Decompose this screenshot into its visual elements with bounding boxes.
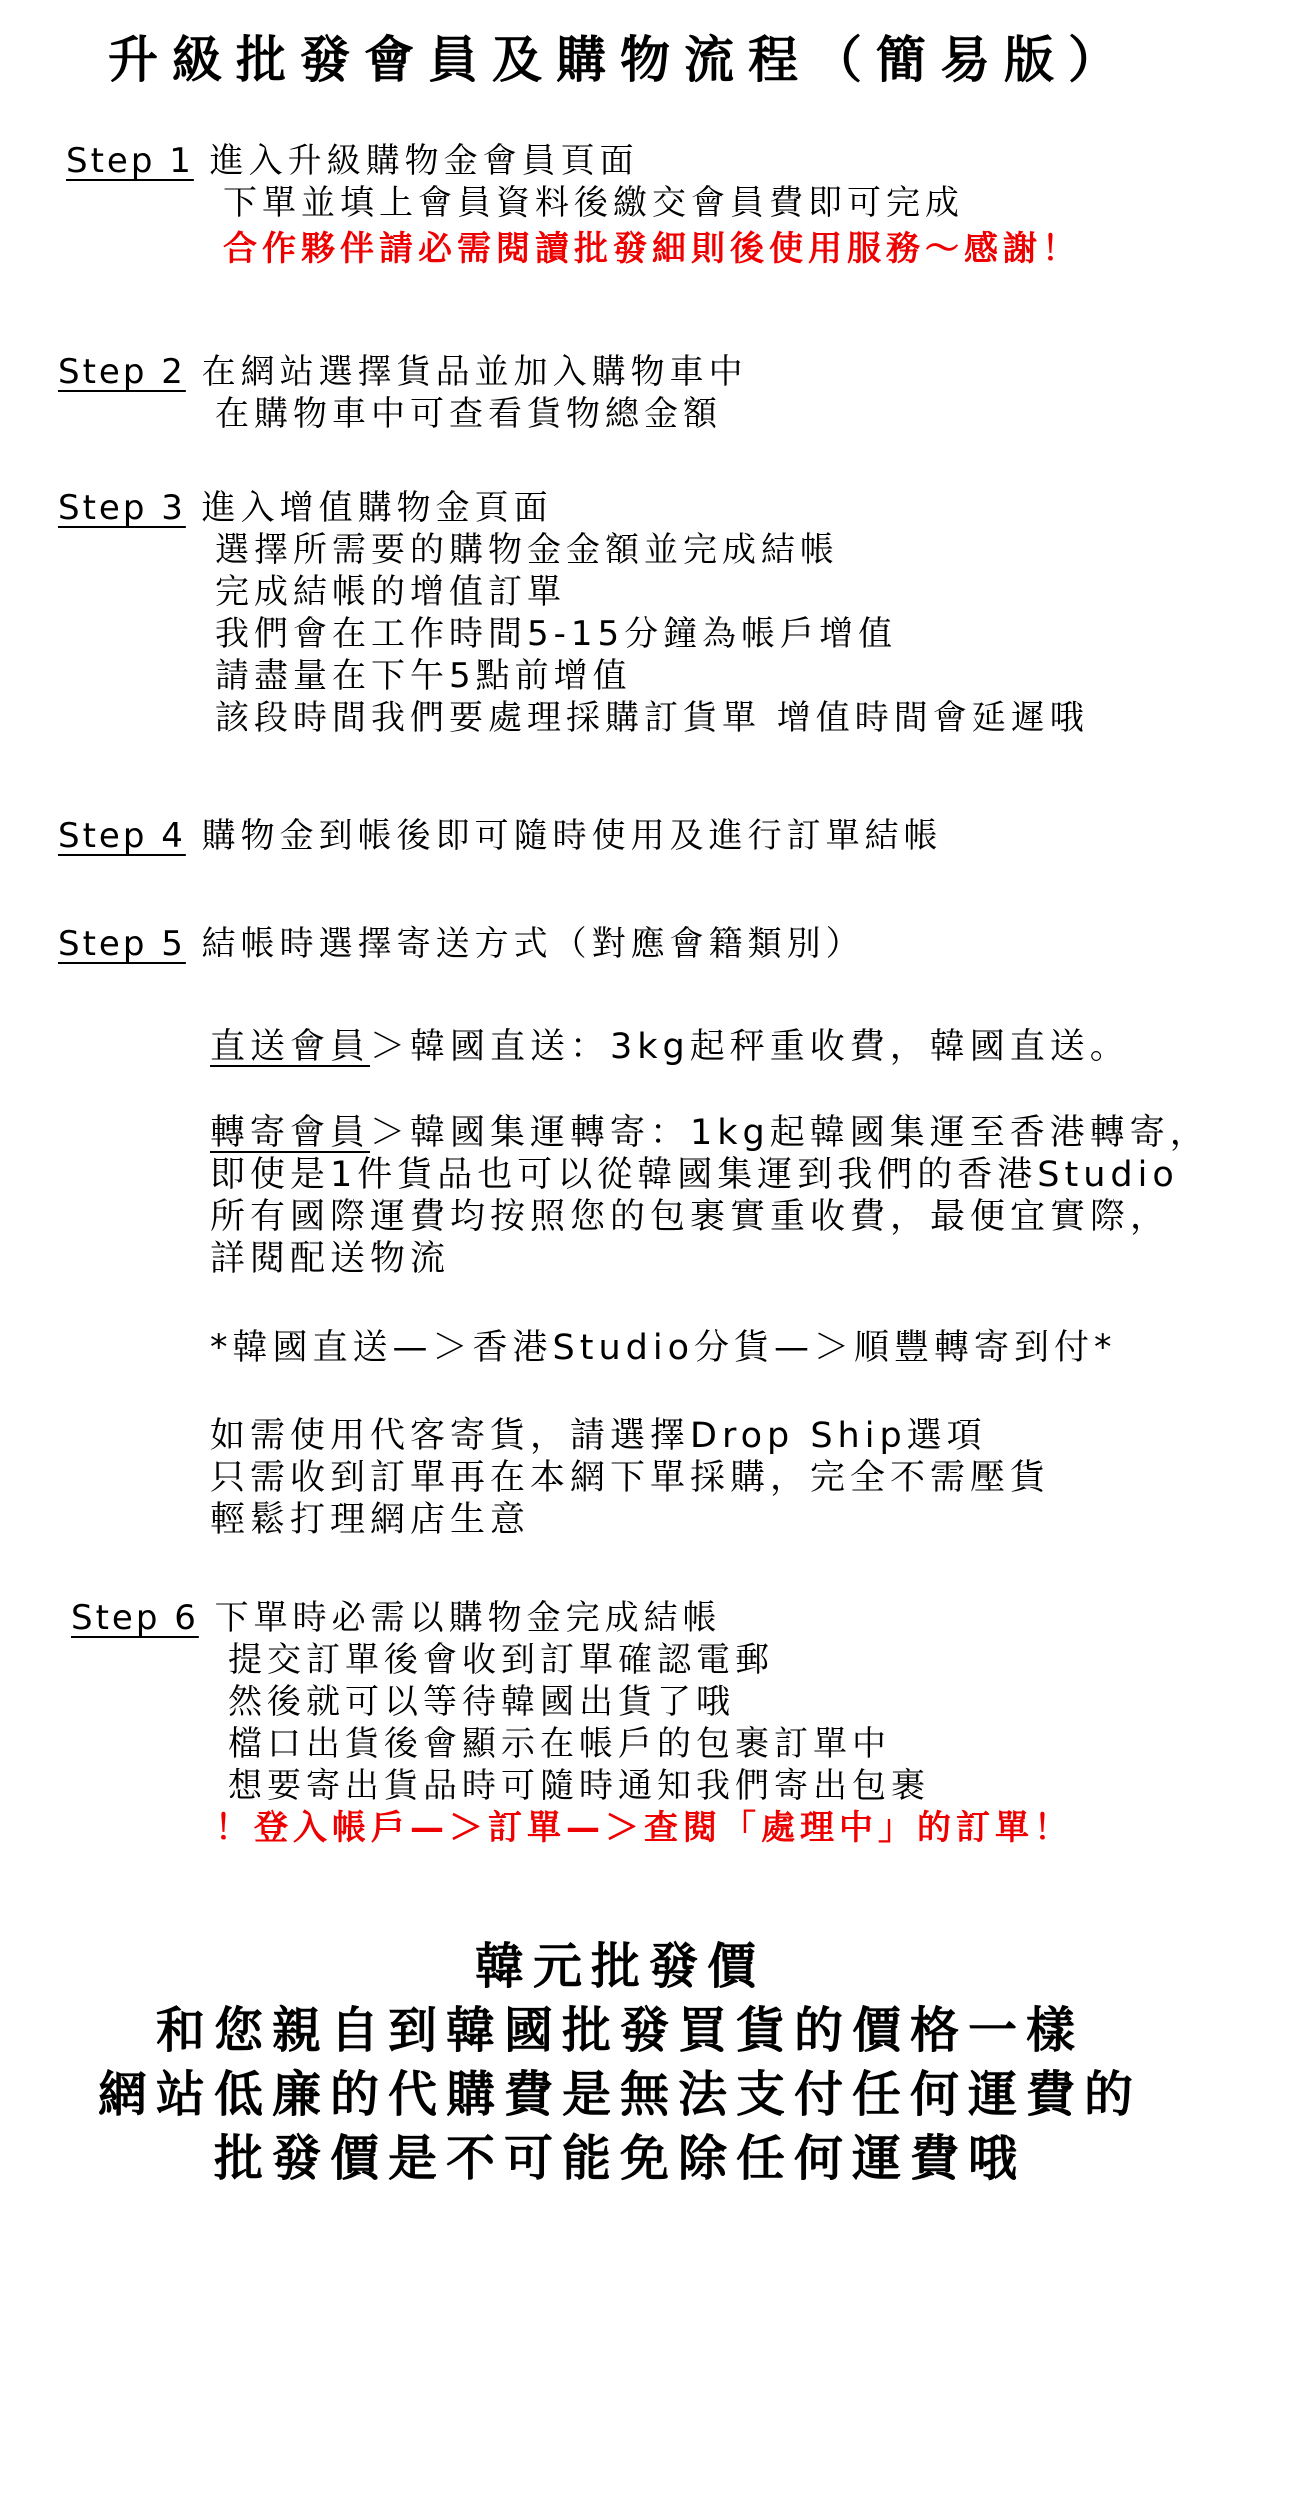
forward-member-text: ＞韓國集運轉寄：1kg起韓國集運至香港轉寄， [370,1113,1210,1153]
step-1-line-2: 下單並填上會員資料後繳交會員費即可完成 [223,183,964,223]
route-text: *韓國直送—＞香港Studio分貨—＞順豐轉寄到付* [210,1328,1117,1368]
step-3-line-4: 我們會在工作時間5-15分鐘為帳戶增值 [215,614,898,654]
step-3-line-6: 該段時間我們要處理採購訂貨單 增值時間會延遲哦 [215,698,1089,738]
closing-line-3: 網站低廉的代購費是無法支付任何運費的 [97,2066,1142,2123]
step-1 [66,140,1081,270]
step-6-note: ！登入帳戶—＞訂單—＞查閱「處理中」的訂單！ [215,1808,1073,1848]
step-3-line-3: 完成結帳的增值訂單 [215,572,566,612]
step-1-label: Step 1 [66,141,194,181]
direct-member-text: ＞韓國直送：3kg起秤重收費，韓國直送。 [370,1027,1130,1067]
closing-line-2: 和您親自到韓國批發買貨的價格一樣 [155,2002,1084,2059]
forward-line-2: 所有國際運費均按照您的包裹實重收費，最便宜實際， [210,1197,1171,1237]
step-5 [58,923,865,965]
step-6 [71,1597,1073,1849]
step-4-line-1: 購物金到帳後即可隨時使用及進行訂單結帳 [201,816,943,856]
step-6-line-1: 下單時必需以購物金完成結帳 [214,1598,722,1638]
forward-member-label: 轉寄會員 [210,1113,371,1153]
forward-line-3: 詳閱配送物流 [210,1239,451,1279]
page-title: 升級批發會員及購物流程（簡易版） [108,31,1132,89]
step-2-line-1: 在網站選擇貨品並加入購物車中 [201,352,748,392]
step-2-label: Step 2 [58,352,186,392]
step-6-line-2: 提交訂單後會收到訂單確認電郵 [228,1640,774,1680]
step-3-line-5: 請盡量在下午5點前增值 [215,656,632,696]
dropship-info [210,1415,1050,1541]
shipping-direct [210,1026,1130,1068]
step-6-line-5: 想要寄出貨品時可隨時通知我們寄出包裹 [228,1766,930,1806]
closing-statement [0,1935,1240,2191]
step-3 [58,487,1089,739]
shipping-forward [210,1112,1210,1280]
dropship-line-2: 只需收到訂單再在本網下單採購，完全不需壓貨 [210,1458,1051,1498]
closing-line-1: 韓元批發價 [474,1938,765,1995]
step-1-line-1: 進入升級購物金會員頁面 [209,141,639,181]
step-5-line-1: 結帳時選擇寄送方式（對應會籍類別） [201,924,865,964]
direct-member-label: 直送會員 [210,1027,371,1067]
step-3-line-1: 進入增值購物金頁面 [201,488,553,528]
step-2-line-2: 在購物車中可查看貨物總金額 [215,394,722,434]
forward-line-1: 即使是1件貨品也可以從韓國集運到我們的香港Studio [210,1155,1179,1195]
step-5-label: Step 5 [58,924,186,964]
step-3-label: Step 3 [58,488,186,528]
dropship-line-3: 輕鬆打理網店生意 [210,1500,531,1540]
dropship-line-1: 如需使用代客寄貨，請選擇Drop Ship選項 [210,1416,987,1456]
step-3-line-2: 選擇所需要的購物金金額並完成結帳 [215,530,839,570]
step-6-line-3: 然後就可以等待韓國出貨了哦 [228,1682,735,1722]
step-4-label: Step 4 [58,816,186,856]
step-1-note: 合作夥伴請必需閱讀批發細則後使用服務～感謝！ [223,229,1081,269]
closing-line-4: 批發價是不可能免除任何運費哦 [213,2130,1026,2187]
step-4 [58,815,943,857]
step-2 [58,351,748,435]
step-6-label: Step 6 [71,1598,199,1638]
step-6-line-4: 檔口出貨後會顯示在帳戶的包裹訂單中 [228,1724,891,1764]
shipping-route [210,1327,1116,1369]
